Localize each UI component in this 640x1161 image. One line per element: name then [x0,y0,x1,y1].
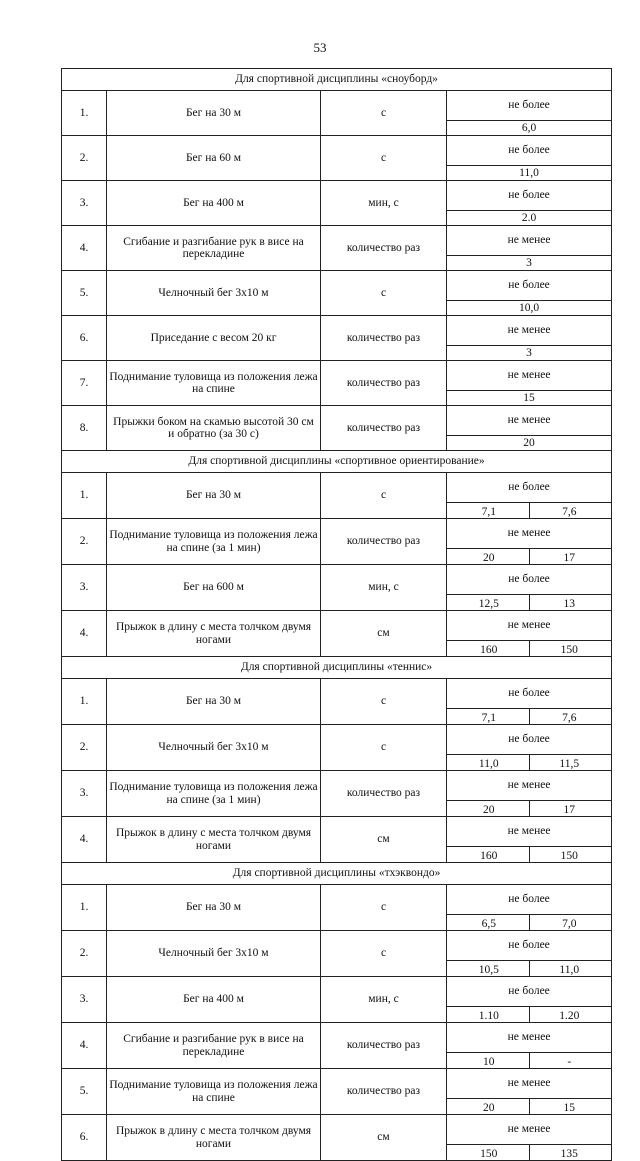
exercise-name: Челночный бег 3х10 м [107,725,321,771]
value-cell [447,166,612,181]
unit: мин, с [321,181,447,226]
unit: мин, с [321,977,447,1023]
norm-value: 15 [523,391,535,404]
section-header-row [62,657,612,679]
page-number: 53 [313,40,327,55]
unit: количество раз [321,771,447,817]
value-cell [447,1145,612,1161]
norm-value-boys: 6,5 [449,915,530,930]
table-row [62,725,612,755]
norm-value: 3 [526,346,532,359]
row-number: 5. [62,1069,107,1115]
unit: с [321,473,447,519]
value-cell [447,755,612,771]
table-row [62,611,612,641]
table-row [62,1023,612,1053]
norm-value-girls: - [567,1055,572,1068]
value-cell [447,301,612,316]
table-row [62,136,612,166]
norm-value-boys: 20 [449,549,530,564]
value-cell [447,391,612,406]
unit: с [321,679,447,725]
unit: количество раз [321,226,447,271]
value-cell [447,1007,612,1023]
unit: количество раз [321,316,447,361]
norm-value: 3 [526,256,532,269]
row-number: 4. [62,226,107,271]
norm-value-girls: 150 [560,643,578,656]
exercise-name: Прыжок в длину с места толчком двумя ногами [107,1115,321,1161]
value-cell [447,709,612,725]
table-row [62,817,612,847]
value-cell [447,595,612,611]
exercise-name: Бег на 30 м [107,885,321,931]
value-cell [447,549,612,565]
row-number: 1. [62,885,107,931]
norm-value-girls: 11,5 [559,757,580,770]
table-row [62,1069,612,1099]
unit: с [321,91,447,136]
exercise-name: Бег на 600 м [107,565,321,611]
table-row [62,679,612,709]
criterion: не более [447,885,612,915]
unit: количество раз [321,1023,447,1069]
value-cell [447,346,612,361]
criterion: не менее [447,1069,612,1099]
exercise-name: Бег на 60 м [107,136,321,181]
criterion: не менее [447,361,612,391]
criterion: не менее [447,226,612,256]
exercise-name: Бег на 30 м [107,91,321,136]
criterion: не более [447,565,612,595]
norm-value: 2.0 [521,211,537,224]
criterion: не менее [447,406,612,436]
table-row [62,519,612,549]
unit: с [321,885,447,931]
unit: с [321,271,447,316]
table-row [62,771,612,801]
unit: см [321,817,447,863]
unit: мин, с [321,565,447,611]
criterion: не менее [447,519,612,549]
value-cell [447,211,612,226]
table-row [62,316,612,346]
row-number: 1. [62,679,107,725]
row-number: 3. [62,565,107,611]
unit: см [321,1115,447,1161]
row-number: 7. [62,361,107,406]
value-cell [447,256,612,271]
criterion: не менее [447,771,612,801]
row-number: 3. [62,771,107,817]
unit: количество раз [321,1069,447,1115]
row-number: 5. [62,271,107,316]
criterion: не более [447,725,612,755]
table-row [62,977,612,1007]
table-row [62,181,612,211]
exercise-name: Бег на 400 м [107,181,321,226]
table-row [62,931,612,961]
exercise-name: Прыжок в длину с места толчком двумя ногами [107,611,321,657]
value-cell [447,1053,612,1069]
exercise-name: Челночный бег 3х10 м [107,271,321,316]
value-cell [447,847,612,863]
section-header-row [62,69,612,91]
section-title: Для спортивной дисциплины «спортивное ориентирование» [62,451,612,473]
norm-value: 10,0 [518,301,540,314]
norm-value-boys: 160 [449,641,530,656]
criterion: не менее [447,611,612,641]
criterion: не более [447,181,612,211]
row-number: 1. [62,473,107,519]
value-cell [447,641,612,657]
row-number: 2. [62,725,107,771]
row-number: 4. [62,817,107,863]
norm-value-girls: 150 [560,849,578,862]
norm-value-girls: 17 [563,551,576,564]
section-title: Для спортивной дисциплины «тхэквондо» [62,863,612,885]
unit: с [321,931,447,977]
section-header-row [62,451,612,473]
criterion: не менее [447,1115,612,1145]
value-cell [447,121,612,136]
unit: количество раз [321,361,447,406]
norm-value: 6,0 [521,121,537,134]
criterion: не более [447,91,612,121]
row-number: 2. [62,519,107,565]
criterion: не более [447,271,612,301]
criterion: не более [447,679,612,709]
norm-value-girls: 7,6 [562,711,577,724]
unit: с [321,725,447,771]
norm-value-boys: 7,1 [449,503,530,518]
table-row [62,1115,612,1145]
norm-value-boys: 11,0 [449,755,530,770]
section-title: Для спортивной дисциплины «теннис» [62,657,612,679]
exercise-name: Поднимание туловища из положения лежа на спине (за 1 мин) [107,519,321,565]
row-number: 6. [62,1115,107,1161]
exercise-name: Сгибание и разгибание рук в висе на перекладине [107,226,321,271]
value-cell [447,915,612,931]
norm-value-girls: 17 [563,803,576,816]
value-cell [447,436,612,451]
row-number: 1. [62,91,107,136]
norm-value-girls: 15 [563,1101,576,1114]
norm-value-girls: 7,6 [562,505,577,518]
exercise-name: Челночный бег 3х10 м [107,931,321,977]
table-row [62,361,612,391]
row-number: 8. [62,406,107,451]
exercise-name: Бег на 30 м [107,679,321,725]
exercise-name: Сгибание и разгибание рук в висе на перекладине [107,1023,321,1069]
table-row [62,91,612,121]
table-row [62,226,612,256]
value-cell [447,503,612,519]
row-number: 2. [62,136,107,181]
norm-value-boys: 20 [449,801,530,816]
norms-table [61,68,612,1161]
unit: см [321,611,447,657]
value-cell [447,801,612,817]
criterion: не более [447,931,612,961]
norm-value: 11,0 [519,166,539,179]
norm-value-girls: 11,0 [559,963,580,976]
exercise-name: Поднимание туловища из положения лежа на спине (за 1 мин) [107,771,321,817]
norm-value-boys: 7,1 [449,709,530,724]
table-row [62,885,612,915]
table-row [62,406,612,436]
table-row [62,271,612,301]
exercise-name: Бег на 400 м [107,977,321,1023]
norms-table-body [62,69,612,1161]
table-row [62,565,612,595]
norm-value-girls: 1.20 [559,1009,580,1022]
exercise-name: Приседание с весом 20 кг [107,316,321,361]
norm-value-girls: 13 [563,597,576,610]
exercise-name: Прыжки боком на скамью высотой 30 см и обратно (за 30 с) [107,406,321,451]
norm-value-boys: 1.10 [449,1007,530,1022]
norm-value: 20 [523,436,535,449]
norm-value-boys: 20 [449,1099,530,1114]
row-number: 6. [62,316,107,361]
norm-value-boys: 150 [449,1145,530,1160]
row-number: 4. [62,1023,107,1069]
section-header-row [62,863,612,885]
norm-value-boys: 12,5 [449,595,530,610]
row-number: 4. [62,611,107,657]
exercise-name: Бег на 30 м [107,473,321,519]
unit: количество раз [321,406,447,451]
unit: количество раз [321,519,447,565]
norm-value-boys: 10 [449,1053,530,1068]
table-row [62,473,612,503]
criterion: не более [447,136,612,166]
row-number: 3. [62,181,107,226]
value-cell [447,961,612,977]
norm-value-boys: 10,5 [449,961,530,976]
exercise-name: Поднимание туловища из положения лежа на спине [107,1069,321,1115]
section-title: Для спортивной дисциплины «сноуборд» [62,69,612,91]
exercise-name: Прыжок в длину с места толчком двумя ногами [107,817,321,863]
norm-value-girls: 135 [560,1147,578,1160]
criterion: не более [447,473,612,503]
exercise-name: Поднимание туловища из положения лежа на спине [107,361,321,406]
norm-value-boys: 160 [449,847,530,862]
criterion: не менее [447,1023,612,1053]
criterion: не менее [447,316,612,346]
row-number: 3. [62,977,107,1023]
norm-value-girls: 7,0 [562,917,577,930]
value-cell [447,1099,612,1115]
row-number: 2. [62,931,107,977]
unit: с [321,136,447,181]
criterion: не менее [447,817,612,847]
criterion: не более [447,977,612,1007]
